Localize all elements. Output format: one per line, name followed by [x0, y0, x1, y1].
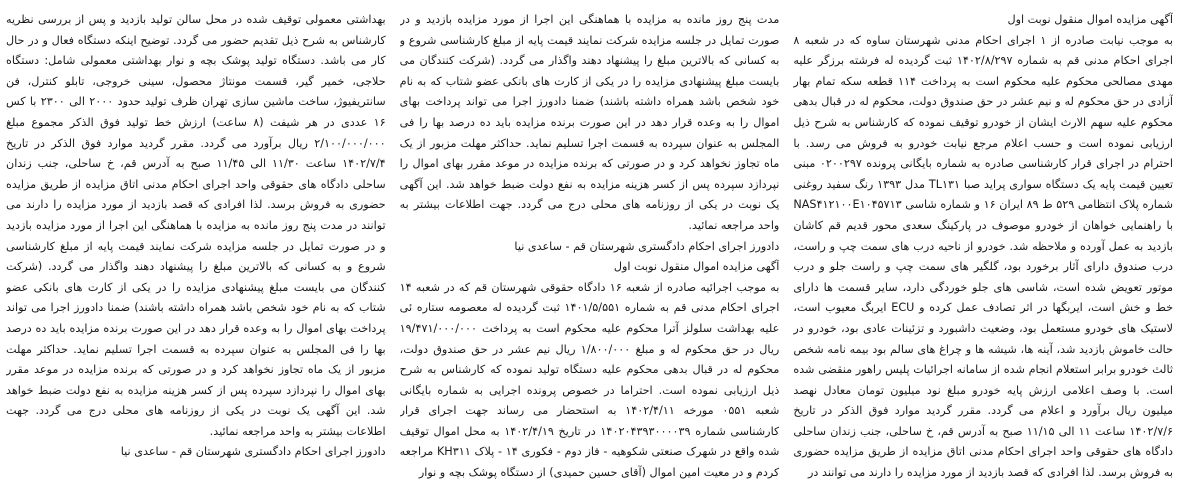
- notice-2-body-continued: بهداشتی معمولی توقیف شده در محل سالن تولید بازدید و پس از بررسی نظریه کارشناس به شرح ذیل تقدیم حضور می گردد. توضیح اینکه دستگاه فعال و در حال کار می باشد. دستگاه تولید پوشک بچه و نوار بهداشتی معمولی شامل: دستگاه حلاجی، خمیر گیر، قسمت مونتاژ محصول، سینی خروجی، تابلو کنترل، فن سانتریفیوژ، ساخت ماشین سازی تهران ظرف تولید حدود ۲۰۰۰ الی ۲۳۰۰ با کس ۱۶ عددی در هر شیفت (۸ ساعت) ارزش خط تولید فوق الذکر مجموع مبلغ ۲/۱۰۰/۰۰۰/۰۰۰ ریال برآورد می گردد. مقرر گردید موارد فوق الذکر در تاریخ ۱۴۰۲/۷/۴ ساعت ۱۱/۳۰ الی ۱۱/۴۵ صبح به آدرس قم، خ ساحلی، جنب زندان ساحلی دادگاه های حقوقی واحد اجرای احکام مدنی اتاق مزایده از طریق مزایده حضوری به فروش برسد. لذا افرادی که قصد بازدید از مورد مزایده را دارند می توانند در مدت پنج روز مانده به مزایده با هماهنگی این اجرا از مورد مزایده بازدید و در صورت تمایل در جلسه مزایده شرکت نمایند قیمت پایه از مبلغ کارشناسی شروع و به کسانی که بالاترین مبلغ را پیشنهاد دهند واگذار می گردد. (شرکت کنندگان می بایست مبلغ پیشنهادی مزایده را در یکی از کارت های بانکی عضو شتاب که به نام خود شخص باشد همراه داشته باشند) ضمنا دادورز اجرا می تواند پرداخت بهای اموال را به وعده قرار دهد در این صورت برنده مزایده باید ده درصد بها را فی المجلس به عنوان سپرده به قسمت اجرا تسلیم نماید. حداکثر مهلت مزبور از یک ماه تجاوز نخواهد کرد و در صورتی که برنده مزایده در موعد مقرر بهای اموال را نپردازد سپرده پس از کسر هزینه مزایده به نفع دولت ضبط خواهد شد. این آگهی یک نوبت در یکی از روزنامه های محلی درج می گردد. جهت اطلاعات بیشتر به واحد مراجعه نمائید.: [5, 13, 386, 438]
- text-columns: [6, 10, 1173, 484]
- notice-1-body-continued: مدت پنج روز مانده به مزایده با هماهنگی این اجرا از مورد مزایده بازدید و در صورت تمایل در جلسه مزایده شرکت نمایند قیمت پایه از مبلغ کارشناسی شروع و به کسانی که بالاترین مبلغ را پیشنهاد دهند واگذار می گردد. (شرکت کنندگان می بایست مبلغ پیشنهادی مزایده را در یکی از کارت های بانکی عضو شتاب که به نام خود شخص باشد همراه داشته باشند) ضمنا دادورز اجرا می تواند پرداخت بهای اموال را به وعده قرار دهد در این صورت برنده مزایده باید ده درصد بها را فی المجلس به عنوان سپرده به قسمت اجرا تسلیم نماید. حداکثر مهلت مزبور از یک ماه تجاوز نخواهد کرد و در صورتی که برنده مزایده در موعد مقرر بهای اموال را نپردازد سپرده پس از کسر هزینه مزایده به نفع دولت ضبط خواهد شد. این آگهی یک نوبت در یکی از روزنامه های محلی درج می گردد. جهت اطلاعات بیشتر به واحد مراجعه نمائید.: [399, 13, 780, 232]
- notice-1-title: آگهی مزایده اموال منقول نوبت اول: [1007, 13, 1173, 26]
- column-right: [793, 10, 1173, 484]
- column-middle: [400, 10, 780, 484]
- notice-1-body: به موجب نیابت صادره از ۱ اجرای احکام مدنی شهرستان ساوه که در شعبه ۸ اجرای احکام مدنی قم به شماره ۱۴۰۲/۸/۲۹۷ ثبت گردیده له فرشته برزگر علیه مهدی مصالحی محکوم علیه محکوم است به پرداخت ۱۱۴ قطعه سکه تمام بهار آزادی در حق محکوم له و نیم عشر در حق صندوق دولت، محکوم له در قبال بدهی محکوم علیه سهم الارث ایشان از خودرو توقیف نموده که کارشناس به شرح ذیل ارزیابی نموده است و حسب اعلام مرجع نیابت خودرو به فروش می رسد. با احترام در اجرای قرار کارشناسی صادره به شماره بایگانی پرونده ۰۲۰۰۲۹۷ مبنی تعیین قیمت پایه یک دستگاه سواری پراید صبا TL۱۳۱ مدل ۱۳۹۳ رنگ سفید روغنی شماره پلاک انتظامی ۵۲۹ ط ۸۹ ایران ۱۶ و شماره شاسی NAS۴۱۲۱۰۰E۱۰۴۵۷۱۳ با راهنمایی خواهان از خودرو موصوف در پارکینگ سعدی محور قدیم قم کاشان بازدید به عمل آورده و ملاحظه شد. خودرو از ناحیه درب های سمت چپ و راست، درب صندوق دارای آثار برخورد بود، گلگیر های سمت چپ و راست جلو و درب موتور تعویض شده است، شاسی های جلو خوردگی دارد، سایر قسمت ها دارای خط و خش است، ایربگها در اثر تصادف عمل کرده و ECU ایربگ معیوب است، لاستیک های خودرو مستعمل بود، وضعیت داشبورد و تزئینات عادی بود، خودرو در حالت خاموش بازدید شد، آینه ها، شیشه ها و چراغ های سالم بود بیمه نامه شخص ثالث خودرو برابر استعلام انجام شده از سامانه اجرائیات پلیس راهور منقضی شده است. با وصف اعلامی ارزش پایه خودرو مبلغ نود میلیون تومان معادل نهصد میلیون ریال برآورد و اعلام می گردد. مقرر گردید موارد فوق الذکر در تاریخ ۱۴۰۲/۷/۶ ساعت ۱۱ الی ۱۱/۱۵ صبح به آدرس قم، خ ساحلی، جنب زندان ساحلی دادگاه های حقوقی واحد اجرای احکام مدنی اتاق مزایده از طریق مزایده حضوری به فروش برسد. لذا افرادی که قصد بازدید از مورد مزایده را دارند می توانند در: [793, 33, 1173, 480]
- column-left: [6, 10, 386, 484]
- notice-2-body: به موجب اجرائیه صادره از شعبه ۱۶ دادگاه حقوقی شهرستان قم که در شعبه ۱۴ اجرای احکام مدنی قم به شماره ۱۴۰۱/۵/۵۵۱ ثبت گردیده له معصومه ستاره ئی علیه بهداشت سلولز آترا محکوم علیه محکوم است به پرداخت ۱۹/۴۷۱/۰۰۰/۰۰۰ ریال در حق محکوم له و مبلغ ۱/۸۰۰/۰۰۰ ریال نیم عشر در حق صندوق دولت، محکوم له در قبال بدهی محکوم علیه دستگاه تولید نموده که کارشناس به شرح ذیل ارزیابی نموده است. احتراما در خصوص پرونده اجرایی به شماره بایگانی شعبه ۰۵۵۱ مورخه ۱۴۰۲/۴/۱۱ به استحضار می رساند جهت اجرای قرار کارشناسی شماره ۱۴۰۲۰۴۳۹۳۰۰۰۰۳۹ در تاریخ ۱۴۰۲/۴/۱۹ به محل اموال توقیف شده واقع در شهرک صنعتی شکوهیه - فاز دوم - فکوری ۱۴ - پلاک KH۳۱۱ مراجعه کردم و در معیت امین اموال (آقای حسین حمیدی) از دستگاه پوشک بچه و نوار: [399, 280, 780, 480]
- notice-2-signature: دادورز اجرای احکام دادگستری شهرستان قم - ساعدی نیا: [120, 445, 386, 459]
- notice-1-signature: دادورز اجرای احکام دادگستری شهرستان قم - ساعدی نیا: [514, 239, 780, 253]
- notice-2-title: آگهی مزایده اموال منقول نوبت اول: [613, 260, 780, 274]
